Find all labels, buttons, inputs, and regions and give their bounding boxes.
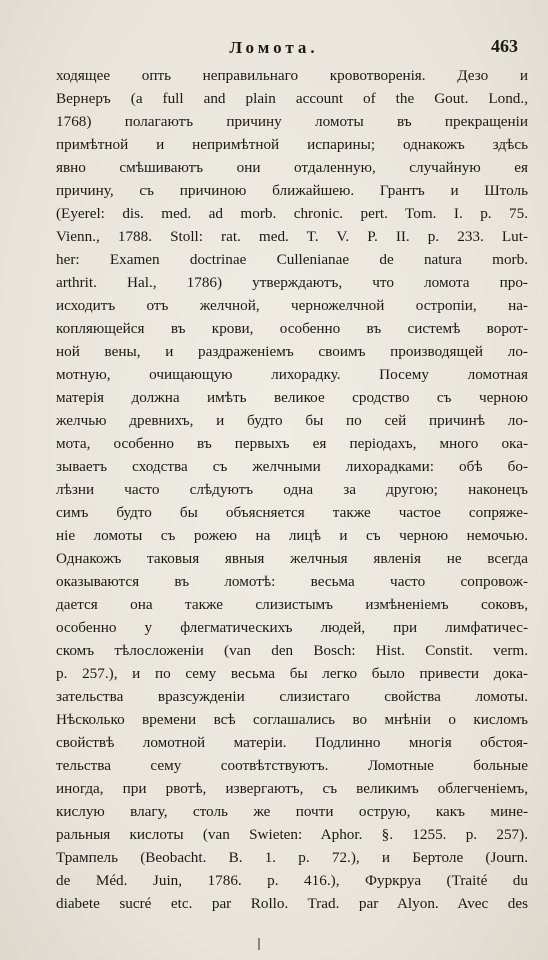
text-line: 1768) полагаютъ причину ломоты въ прекращеніи [56, 113, 528, 130]
text-line: оказываются въ ломотѣ: весьма часто сопровож- [56, 573, 528, 590]
footer-mark [258, 938, 260, 950]
text-line: зываетъ сходства съ желчными лихорадками: обѣ бо- [56, 458, 528, 475]
text-line: явно смѣшиваютъ они отдаленную, случайную ея [56, 159, 528, 176]
text-line: кислую влагу, столь же почти острую, какъ мине- [56, 803, 528, 820]
text-line: иногда, при рвотѣ, извергаютъ, съ великимъ облегченіемъ, [56, 780, 528, 797]
text-line: Трампель (Beobacht. B. 1. p. 72.), и Бертоле (Journ. [56, 849, 528, 866]
text-line: мота, особенно въ первыхъ ея періодахъ, много ока- [56, 435, 528, 452]
text-line: зательства вразсужденіи слизистаго свойства ломоты. [56, 688, 528, 705]
text-line: diabete sucré etc. par Rollo. Trad. par Alyon. Avec des [56, 895, 528, 912]
text-line: матерія должна имѣть великое сродство съ черною [56, 389, 528, 406]
text-line: причину, съ причиною ближайшею. Грантъ и Штоль [56, 182, 528, 199]
text-line: ральныя кислоты (van Swieten: Aphor. §. 1255. p. 257). [56, 826, 528, 843]
text-line: (Eyerel: dis. med. ad morb. chronic. pert. Tom. I. p. 75. [56, 205, 528, 222]
running-title: Ломота. [229, 38, 319, 57]
text-line: her: Examen doctrinae Cullenianae de natura morb. [56, 251, 528, 268]
text-line: Вернеръ (a full and plain account of the Gout. Lond., [56, 90, 528, 107]
page-number: 463 [491, 36, 518, 56]
text-line: примѣтной и непримѣтной испарины; однакожъ здѣсь [56, 136, 528, 153]
text-line: мотную, очищающую лихорадку. Посему ломотная [56, 366, 528, 383]
body-text [56, 64, 528, 915]
text-line: лѣзни часто слѣдуютъ одна за другою; наконецъ [56, 481, 528, 498]
text-line: Vienn., 1788. Stoll: rat. med. T. V. P. II. p. 233. Lut- [56, 228, 528, 245]
text-line: исходитъ отъ желчной, черножелчной остропіи, на- [56, 297, 528, 314]
text-line: особенно у флегматическихъ людей, при лимфатичес- [56, 619, 528, 636]
text-line: ніе ломоты съ рожею на лицѣ и съ черною немочью. [56, 527, 528, 544]
page-header [0, 36, 548, 60]
text-line: тельства сему соотвѣтствуютъ. Ломотные больные [56, 757, 528, 774]
text-line: de Méd. Juin, 1786. p. 416.), Фуркруа (Traité du [56, 872, 528, 889]
text-line: копляющейся въ крови, особенно въ системѣ ворот- [56, 320, 528, 337]
text-line: свойствѣ ломотной матеріи. Подлинно многія обстоя- [56, 734, 528, 751]
text-line: Однакожъ таковыя явныя желчныя явленія не всегда [56, 550, 528, 567]
text-line: p. 257.), и по сему весьма бы легко было привести дока- [56, 665, 528, 682]
text-line: ной вены, и раздраженіемъ своимъ производящей ло- [56, 343, 528, 360]
text-line: желчью древнихъ, и будто бы по сей причинѣ ло- [56, 412, 528, 429]
text-line: дается она также слизистымъ измѣненіемъ соковъ, [56, 596, 528, 613]
text-line: скомъ тѣлосложеніи (van den Bosch: Hist. Constit. verm. [56, 642, 528, 659]
text-line: arthrit. Hal., 1786) утверждаютъ, что ломота про- [56, 274, 528, 291]
text-line: ходящее опть неправильнаго кровотворенія. Дезо и [56, 67, 528, 84]
text-line: симъ будто бы объясняется также частое сопряже- [56, 504, 528, 521]
text-line: Нѣсколько времени всѣ соглашались во мнѣніи о кисломъ [56, 711, 528, 728]
